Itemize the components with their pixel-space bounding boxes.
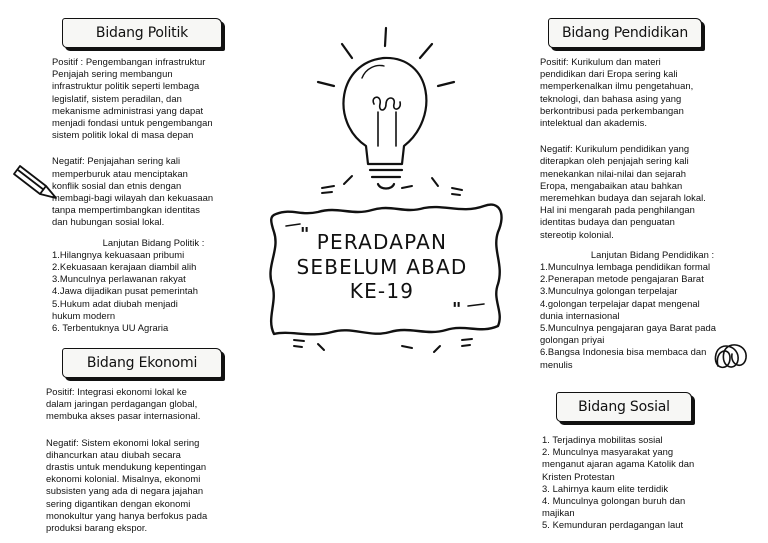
pendidikan-positive: Positif: Kurikulum dan materi pendidikan dari Eropa sering kali memperkenalkan ilmu pengetahuan, teknologi, dan bahasa asing yang berkontribusi pada perkembangan intelektual dan akademis. — [540, 56, 694, 129]
lightbulb-icon — [318, 28, 454, 189]
list-item: 4. Munculnya golongan buruh dan majikan — [542, 495, 686, 519]
list-item: 4.golongan terpelajar dapat mengenal dunia internasional — [540, 297, 700, 321]
main-title-line: KE-19 — [349, 279, 415, 303]
main-title — [292, 230, 472, 304]
svg-text:": " — [452, 299, 462, 320]
list-item: 5.Munculnya pengajaran gaya Barat pada golongan priyai — [540, 322, 716, 346]
politik-list — [52, 249, 267, 334]
sosial-section — [542, 434, 757, 532]
list-item: 3. Lahirnya kaum elite terdidik — [542, 482, 669, 494]
politik-section — [52, 56, 267, 334]
politik-heading: Bidang Politik — [95, 25, 189, 41]
ekonomi-heading-box — [62, 348, 222, 378]
pendidikan-list — [540, 261, 765, 371]
list-item: 2.Penerapan metode pengajaran Barat — [540, 273, 704, 285]
politik-negative: Negatif: Penjajahan sering kali memperburuk atau menciptakan konflik sosial dan etnis dengan membagi-bagi wilayah dan kekuasaan tanpa mempertimbangkan identitas dan hubungan sosial lokal. — [52, 155, 214, 228]
sosial-list — [542, 434, 757, 532]
list-item: 6.Bangsa Indonesia bisa membaca dan menulis — [540, 346, 707, 370]
list-item: 4.Jawa dijadikan pusat pemerintah — [52, 285, 199, 297]
ekonomi-section — [46, 386, 266, 534]
politik-heading-box — [62, 18, 222, 48]
pendidikan-heading: Bidang Pendidikan — [561, 25, 689, 41]
list-item: 6. Terbentuknya UU Agraria — [52, 322, 169, 334]
list-item: 2.Kekuasaan kerajaan diambil alih — [52, 261, 197, 273]
politik-positive: Positif : Pengembangan infrastruktur Penjajah sering membangun infrastruktur politik seperti lembaga legislatif, sistem peradilan, dan mekanisme administrasi yang dapat menjadi fondasi untuk pengembangan sistem politik lokal di masa depan — [52, 56, 213, 141]
ekonomi-heading: Bidang Ekonomi — [86, 355, 198, 371]
ekonomi-negative: Negatif: Sistem ekonomi lokal sering dihancurkan atau diubah secara drastis untuk mendukung kepentingan ekonomi kolonial. Misalnya, ekonomi subsisten yang ada di negara jajahan sering digantikan dengan ekonomi monokultur yang hanya berfokus pada produksi barang ekspor. — [46, 436, 208, 534]
sosial-heading: Bidang Sosial — [578, 399, 670, 415]
ekonomi-positive: Positif: Integrasi ekonomi lokal ke dalam jaringan perdagangan global, membuka akses pasar internasional. — [46, 386, 201, 422]
main-title-line: PERADAPAN — [316, 230, 448, 254]
list-item: 1. Terjadinya mobilitas sosial — [542, 434, 663, 445]
main-title-line: SEBELUM ABAD — [296, 254, 468, 279]
list-item: 1.Hilangnya kekuasaan pribumi — [52, 248, 185, 260]
list-item: 5.Hukum adat diubah menjadi hukum modern — [52, 297, 178, 321]
list-item: 1.Munculnya lembaga pendidikan formal — [540, 261, 711, 273]
sosial-heading-box — [556, 392, 692, 422]
list-item: 2. Munculnya masyarakat yang menganut ajaran agama Katolik dan Kristen Protestan — [542, 446, 695, 482]
list-item: 3.Munculnya golongan terpelajar — [540, 285, 678, 297]
pendidikan-negative: Negatif: Kurikulum pendidikan yang diterapkan oleh penjajah sering kali menekankan nilai-nilai dan sejarah Eropa, mengabaikan atau bahkan meremehkan budaya dan sejarah lokal. Hal ini mengarah pada penghilangan identitas budaya dan penguatan stereotip kolonial. — [540, 143, 706, 240]
svg-text:": " — [300, 224, 310, 245]
list-item: 3.Munculnya perlawanan rakyat — [52, 273, 186, 285]
pencil-icon — [14, 166, 56, 198]
list-item: 5. Kemunduran perdagangan laut — [542, 519, 684, 531]
pendidikan-heading-box — [548, 18, 702, 48]
pendidikan-section — [540, 56, 765, 371]
politik-continuation-label: Lanjutan Bidang Politik : — [102, 236, 205, 248]
pendidikan-continuation-label: Lanjutan Bidang Pendidikan : — [590, 248, 715, 260]
